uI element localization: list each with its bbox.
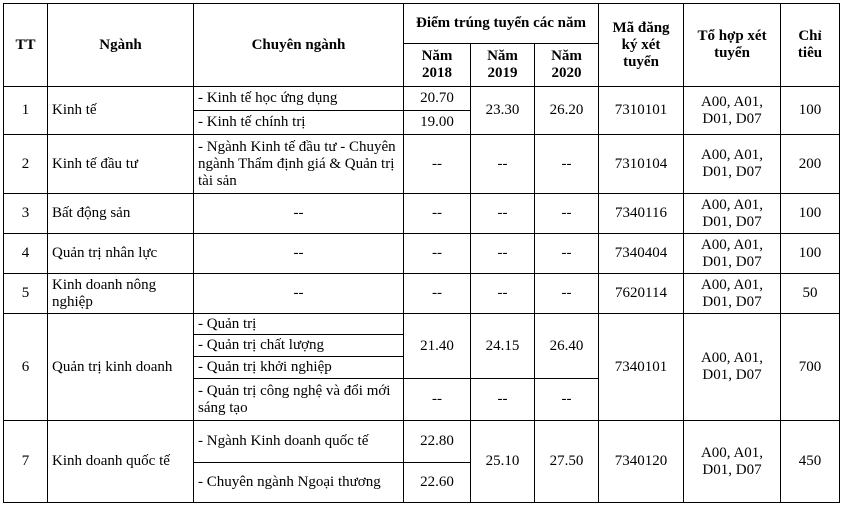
table-row [4, 274, 840, 314]
header-nganh: Ngành [48, 4, 194, 87]
cell-to-hop: A00, A01, D01, D07 [684, 87, 781, 135]
cell-2018: 21.40 [404, 314, 471, 379]
cell-to-hop: A00, A01, D01, D07 [684, 421, 781, 503]
cell-tt: 5 [4, 274, 48, 314]
cell-2018: -- [404, 379, 471, 421]
cell-chi-tieu: 450 [781, 421, 840, 503]
cell-tt: 6 [4, 314, 48, 421]
cell-chi-tieu: 700 [781, 314, 840, 421]
cell-2019: -- [471, 234, 535, 274]
cell-2020: -- [535, 379, 599, 421]
cell-ma: 7340116 [599, 194, 684, 234]
cell-2020: -- [535, 135, 599, 194]
cell-2018: 19.00 [404, 111, 471, 135]
cell-spec: - Quản trị khởi nghiệp [194, 357, 404, 379]
cell-tt: 7 [4, 421, 48, 503]
cell-2020: -- [535, 234, 599, 274]
cell-nganh: Kinh doanh quốc tế [48, 421, 194, 503]
cell-to-hop: A00, A01, D01, D07 [684, 314, 781, 421]
cell-spec: -- [194, 274, 404, 314]
cell-2019: 23.30 [471, 87, 535, 135]
cell-ma: 7340101 [599, 314, 684, 421]
cell-nganh: Bất động sản [48, 194, 194, 234]
cell-spec: - Chuyên ngành Ngoại thương [194, 463, 404, 503]
cell-tt: 3 [4, 194, 48, 234]
table-row [4, 87, 840, 111]
cell-spec: - Ngành Kinh doanh quốc tế [194, 421, 404, 463]
cell-2019: 25.10 [471, 421, 535, 503]
header-2018: Năm 2018 [404, 44, 471, 87]
cell-2020: 26.40 [535, 314, 599, 379]
table-row [4, 234, 840, 274]
cell-to-hop: A00, A01, D01, D07 [684, 274, 781, 314]
cell-spec: - Quản trị công nghệ và đổi mới sáng tạo [194, 379, 404, 421]
cell-2019: -- [471, 135, 535, 194]
cell-ma: 7340404 [599, 234, 684, 274]
cell-spec: - Kinh tế học ứng dụng [194, 87, 404, 111]
cell-2018: 22.80 [404, 421, 471, 463]
header-chi-tieu: Chỉ tiêu [781, 4, 840, 87]
cell-chi-tieu: 200 [781, 135, 840, 194]
cell-spec: -- [194, 194, 404, 234]
cell-ma: 7340120 [599, 421, 684, 503]
cell-ma: 7310104 [599, 135, 684, 194]
cell-ma: 7620114 [599, 274, 684, 314]
cell-tt: 4 [4, 234, 48, 274]
header-tt: TT [4, 4, 48, 87]
cell-2019: -- [471, 379, 535, 421]
cell-nganh: Kinh tế [48, 87, 194, 135]
cell-spec: - Kinh tế chính trị [194, 111, 404, 135]
cell-nganh: Kinh tế đầu tư [48, 135, 194, 194]
header-row [4, 4, 840, 44]
cell-ma: 7310101 [599, 87, 684, 135]
header-2019: Năm 2019 [471, 44, 535, 87]
cell-2020: -- [535, 194, 599, 234]
cell-to-hop: A00, A01, D01, D07 [684, 135, 781, 194]
table-row [4, 135, 840, 194]
cell-tt: 2 [4, 135, 48, 194]
cell-nganh: Kinh doanh nông nghiệp [48, 274, 194, 314]
cell-to-hop: A00, A01, D01, D07 [684, 194, 781, 234]
table-row [4, 194, 840, 234]
cell-2020: 26.20 [535, 87, 599, 135]
cell-chi-tieu: 100 [781, 234, 840, 274]
cell-2018: 20.70 [404, 87, 471, 111]
cell-to-hop: A00, A01, D01, D07 [684, 234, 781, 274]
header-ma: Mã đăng ký xét tuyển [599, 4, 684, 87]
cell-2019: -- [471, 194, 535, 234]
cell-spec: -- [194, 234, 404, 274]
cell-spec: - Quản trị [194, 314, 404, 335]
cell-2019: 24.15 [471, 314, 535, 379]
cell-2018: -- [404, 194, 471, 234]
header-chuyen-nganh: Chuyên ngành [194, 4, 404, 87]
cell-2018: 22.60 [404, 463, 471, 503]
header-diem: Điểm trúng tuyển các năm [404, 4, 599, 44]
cell-chi-tieu: 100 [781, 194, 840, 234]
cell-2018: -- [404, 135, 471, 194]
cell-2020: -- [535, 274, 599, 314]
cell-nganh: Quản trị nhân lực [48, 234, 194, 274]
cell-2018: -- [404, 234, 471, 274]
admission-table [3, 3, 840, 503]
cell-2020: 27.50 [535, 421, 599, 503]
header-2020: Năm 2020 [535, 44, 599, 87]
cell-nganh: Quản trị kinh doanh [48, 314, 194, 421]
cell-tt: 1 [4, 87, 48, 135]
cell-chi-tieu: 50 [781, 274, 840, 314]
cell-spec: - Ngành Kinh tế đầu tư - Chuyên ngành Thẩm định giá & Quản trị tài sản [194, 135, 404, 194]
header-to-hop: Tổ hợp xét tuyển [684, 4, 781, 87]
table-row [4, 421, 840, 463]
cell-2018: -- [404, 274, 471, 314]
cell-chi-tieu: 100 [781, 87, 840, 135]
cell-spec: - Quản trị chất lượng [194, 335, 404, 357]
cell-2019: -- [471, 274, 535, 314]
table-row [4, 314, 840, 335]
